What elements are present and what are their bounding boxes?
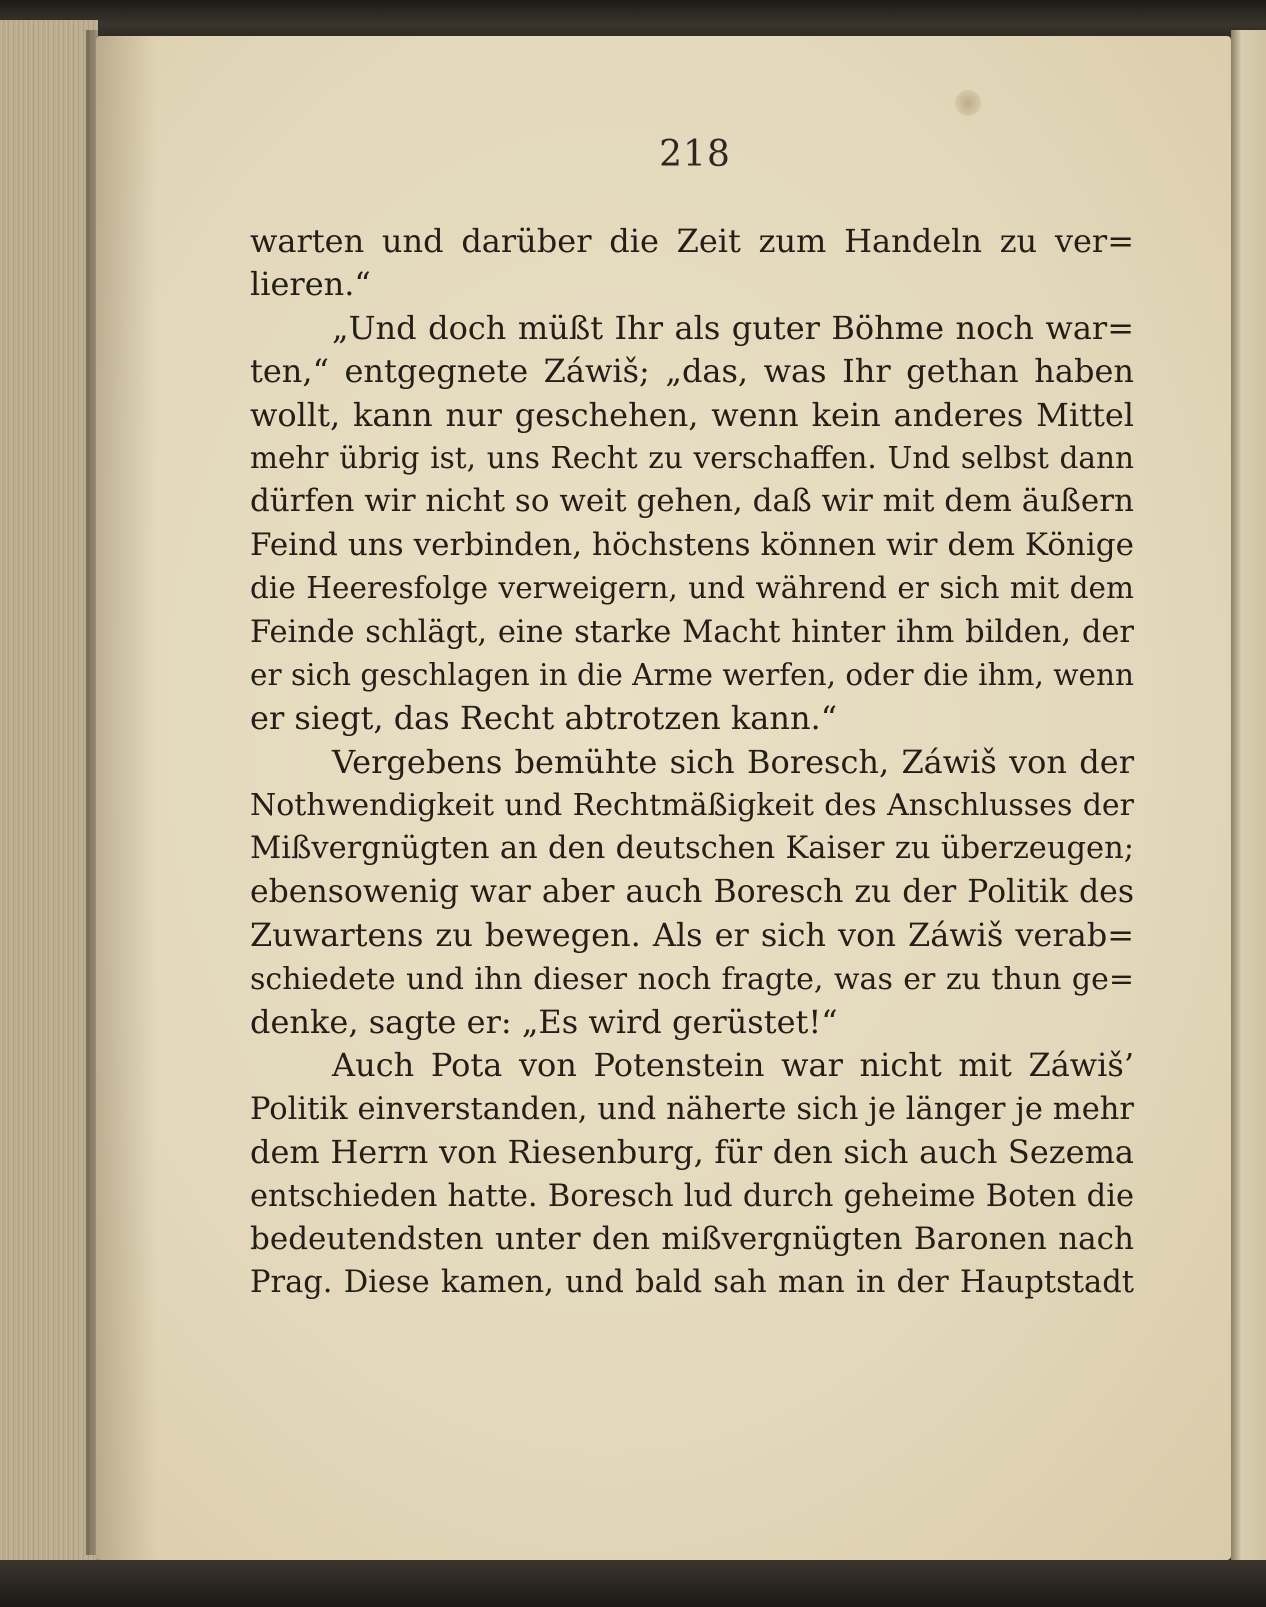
text-line: denke, sagte er: „Es wird gerüstet!“ (250, 1003, 838, 1042)
text-line: ebensowenig war aber auch Boresch zu der Politik des (250, 873, 1134, 910)
text-line: „Und doch müßt Ihr als guter Böhme noch war= (332, 308, 1134, 347)
text-line: er siegt, das Recht abtrotzen kann.“ (250, 699, 838, 738)
text-line: warten und darüber die Zeit zum Handeln zu ver= (250, 222, 1134, 260)
text-line: ten,“ entgegnete Záwiš; „das, was Ihr gethan haben (250, 352, 1134, 391)
page-gutter-shadow (96, 36, 156, 1560)
text-line: Vergebens bemühte sich Boresch, Záwiš von der (332, 742, 1134, 781)
text-line: Feinde schlägt, eine starke Macht hinter ihm bilden, der (250, 614, 1134, 650)
text-line: die Heeresfolge verweigern, und während er sich mit dem (250, 571, 1134, 606)
text-line: mehr übrig ist, uns Recht zu verschaffen. Und selbst dann (250, 440, 1134, 475)
text-line: Politik einverstanden, und näherte sich je länger je mehr (250, 1091, 1134, 1127)
page-stack-edge (0, 20, 98, 1565)
next-page-leaf (1231, 30, 1266, 1560)
book-cover-top-edge (0, 0, 1266, 40)
text-line: Prag. Diese kamen, und bald sah man in der Hauptstadt (250, 1265, 1134, 1301)
text-line: Mißvergnügten an den deutschen Kaiser zu überzeugen; (250, 831, 1134, 867)
text-line: Nothwendigkeit und Rechtmäßigkeit des Anschlusses der (250, 788, 1134, 824)
text-line: Zuwartens zu bewegen. Als er sich von Záwiš verab= (250, 916, 1134, 955)
text-line: er sich geschlagen in die Arme werfen, oder die ihm, wenn (250, 657, 1134, 692)
text-line: bedeutendsten unter den mißvergnügten Baronen nach (250, 1220, 1134, 1257)
text-line: Auch Pota von Potenstein war nicht mit Záwiš’ (332, 1046, 1134, 1085)
text-line: dürfen wir nicht so weit gehen, daß wir mit dem äußern (250, 483, 1134, 520)
paper-stain (955, 90, 981, 116)
text-line: entschieden hatte. Boresch lud durch geheime Boten die (250, 1178, 1134, 1214)
body-text (250, 220, 1134, 1305)
text-line: Feind uns verbinden, höchstens können wir dem Könige (250, 526, 1134, 563)
page-number: 218 (659, 134, 731, 175)
text-line: lieren.“ (250, 265, 371, 304)
text-line: schiedete und ihn dieser noch fragte, was er zu thun ge= (250, 961, 1134, 997)
book-cover-bottom-edge (0, 1560, 1266, 1607)
text-line: wollt, kann nur geschehen, wenn kein anderes Mittel (250, 395, 1134, 434)
text-line: dem Herrn von Riesenburg, für den sich auch Sezema (250, 1133, 1134, 1172)
